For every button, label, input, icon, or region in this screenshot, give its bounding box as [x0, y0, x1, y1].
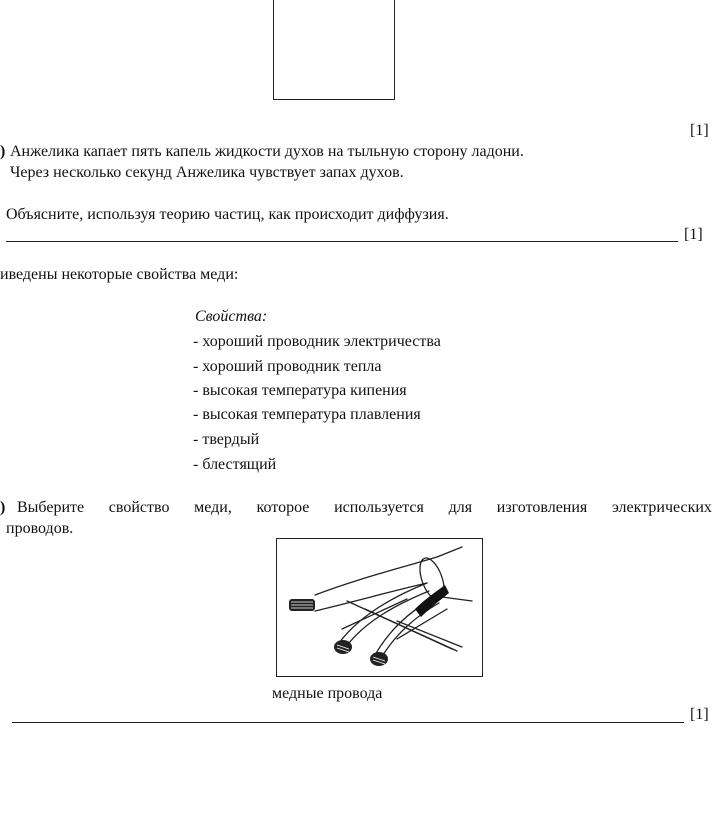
property-item: - твердый [193, 431, 260, 448]
question-line-2: Через несколько секунд Анжелика чувствует запах духов. [10, 164, 404, 181]
copper-wires-figure [276, 538, 483, 677]
question-word: изготовления [496, 499, 588, 516]
answer-mark: [1] [684, 226, 703, 243]
property-item: - хороший проводник тепла [193, 358, 382, 375]
question-word: для [448, 499, 473, 516]
question-word: свойство [108, 499, 170, 516]
figure-caption: медные провода [272, 685, 383, 702]
question-word: которое [256, 499, 310, 516]
question-number: ) [0, 499, 6, 516]
property-item: - высокая температура кипения [193, 382, 407, 399]
question-word: электрических [611, 499, 712, 516]
property-item: - хороший проводник электричества [193, 333, 441, 350]
properties-heading: Свойства: [195, 308, 268, 325]
question-b-line-1 [17, 498, 712, 518]
answer-mark: [1] [690, 706, 709, 723]
answer-line[interactable] [6, 241, 678, 242]
copper-wires-illustration [277, 539, 483, 677]
question-b-line-2: проводов. [6, 520, 74, 537]
question-instruction: Объясните, используя теорию частиц, как происходит диффузия. [6, 206, 449, 223]
property-item: - блестящий [193, 456, 277, 473]
copper-intro: иведены некоторые свойства меди: [0, 266, 239, 283]
drawing-box [273, 0, 395, 100]
mark-label: [1] [690, 122, 709, 139]
answer-line[interactable] [12, 722, 684, 723]
question-line-1: Анжелика капает пять капель жидкости духов на тыльную сторону ладони. [10, 143, 524, 160]
question-word: Выберите [17, 499, 85, 516]
question-word: используется [334, 499, 424, 516]
property-item: - высокая температура плавления [193, 406, 421, 423]
question-number: ) [0, 143, 6, 160]
question-word: меди, [194, 499, 232, 516]
